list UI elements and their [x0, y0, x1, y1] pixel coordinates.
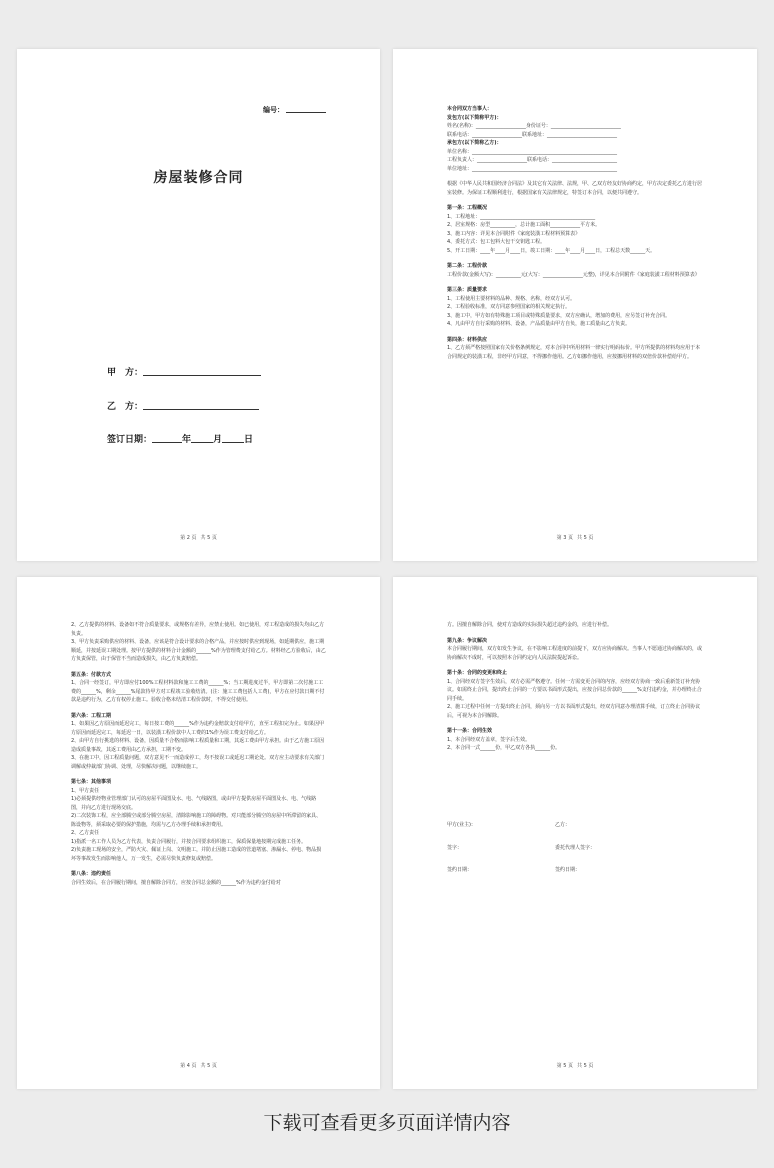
section-heading: 第八条：违约责任 — [71, 871, 112, 877]
sign-row-party — [447, 821, 703, 830]
party-a-field — [107, 365, 261, 378]
month-label: 月 — [213, 435, 223, 445]
page-footer — [393, 534, 757, 541]
contract-number-label: 编号： — [263, 106, 284, 114]
party-b-line — [143, 409, 259, 410]
page-number: 第 5 页 — [556, 1063, 573, 1069]
paragraph: 2)负责施工现场的安全，严防火灾、佩证上岗、文明施工，并防止因施工造成的管道堵塞、渗漏水、停电、物品损坏等事故发生而影响他人，万一发生，必需尽快负责修复或赔偿。 — [71, 847, 322, 862]
page-total: 共 5 页 — [577, 1063, 594, 1069]
paragraph: 1、合同经双方签字生效后，双方必需严格遵守。任何一方需变更合同的内容，应经双方协商一致后重新签订补充协议。如需终止合同，提出终止合同的一方要以书面形式提出，应按合同总价款的______%支付违约金，并办理终止合同手续。 — [447, 678, 702, 702]
paragraph: 1、乙方须严格按照国家有关价格条例规定，对本合同中所用材料一律实行明码标价。甲方所提供的材料均应用于本合同规定的装潢工程，非经甲方同意，不得挪作他用。乙方如挪作他用，应按挪用材料的双倍价款补偿给甲方。 — [447, 345, 701, 360]
section-heading: 第五条：付款方式 — [71, 671, 112, 678]
download-banner[interactable]: 下载可查看更多页面详情内容 — [263, 1112, 511, 1134]
day-line — [222, 442, 244, 443]
paragraph: 3、施工内容：详见本合同附件《家庭装潢工程材料预算表》 — [447, 230, 581, 237]
sign-signature-a: 签字： — [447, 844, 463, 851]
signature-block — [447, 821, 703, 875]
paragraph: 联系电话：____________________联系地址：____________________________ — [447, 131, 618, 138]
sign-party-a: 甲方(业主)： — [447, 822, 476, 828]
page-3-content — [447, 105, 703, 361]
paragraph: 3、施工中，甲方如有特殊施工项目或特殊质量要求，双方应确认，增加的费用，应另签订补充合同。 — [447, 312, 671, 319]
sign-date-b: 签约日期： — [555, 867, 581, 873]
paragraph: 本合同双方当事人： — [447, 106, 493, 112]
paragraph: 5、开工日期：____年____月____日，竣工日期：____年____月____日，工程总天数______天。 — [447, 247, 656, 254]
sign-party-b: 乙方： — [555, 822, 571, 828]
contract-number-line — [286, 112, 326, 113]
paragraph: 1)必须提供经物业管理部门认可的房屋平面图及水、电、气线路图，或由甲方提供房屋平面图及水、电、气线路图，并向乙方进行现场交底。 — [71, 796, 317, 811]
paragraph: 2)二次装饰工程，应全部腾空或部分腾空房屋，清除影响施工的障碍物。对只能部分腾空的房屋中所滞留的家具、陈设物等，须采取必要的保护措施，均需与乙方办理手续和承担费用。 — [71, 813, 322, 828]
page-number: 第 2 页 — [180, 535, 197, 541]
paragraph: 承包方(以下简称乙方)： — [447, 140, 502, 146]
section-heading: 第三条：质量要求 — [447, 287, 488, 293]
page-total: 共 5 页 — [200, 1063, 217, 1069]
page-5-content — [447, 621, 703, 753]
party-b-field — [107, 399, 259, 412]
year-label: 年 — [182, 435, 192, 445]
section-heading: 第六条：工程工期 — [71, 712, 112, 719]
sign-date-a: 签约日期： — [447, 867, 473, 873]
paragraph: 单位地址：__________________________________________________________ — [447, 165, 618, 172]
sign-row-signature — [447, 844, 703, 853]
page-4 — [17, 577, 380, 1089]
paragraph: 1、如果因乙方原因而延迟完工，每日按工费的______%作为违约金赔款支付给甲方，直至工程扣完为止。如果因甲方原因而延迟完工，每延迟一日，以装潢工程价款中人工费的1%作为误工费支付给乙方。 — [71, 721, 324, 736]
page-number: 第 3 页 — [556, 535, 573, 541]
paragraph: 3、在施工中，因工程质量问题，双方意见不一而造成停工，均不按误工或延迟工期论处。双方应主动要求有关部门调解或仲裁部门协调、处理，尽快解决问题，以继续施工。 — [71, 755, 325, 770]
paragraph: 本合同履行期间，双方如发生争议，在不影响工程进度的前提下，双方应协商解决。当事人不愿通过协商解决的，或协商解决不成时，可以按照本合同约定向人民法院提起诉讼。 — [447, 646, 703, 661]
page-total: 共 5 页 — [200, 535, 217, 541]
paragraph: 单位名称：__________________________________________________________ — [447, 148, 618, 155]
section-heading: 第九条：争议解决 — [447, 637, 488, 644]
section-heading: 第七条：其他事项 — [71, 779, 112, 785]
page-footer — [17, 1062, 380, 1069]
page-3 — [393, 49, 757, 561]
party-a-label: 甲 方： — [107, 368, 144, 378]
paragraph: 方。因擅自解除合同，使对方造成的实际损失超过违约金的，应进行补偿。 — [447, 622, 613, 628]
paragraph: 1、工程使用主要材料的品种、规格、名称，经双方认可。 — [447, 295, 576, 302]
paragraph: 1)指派一名工作人员为乙方代表，负责合同履行，并按合同要求组织施工，保质保量地按期完成施工任务。 — [71, 838, 307, 845]
page-cover — [17, 49, 380, 561]
section-heading: 第十条：合同的变更和终止 — [447, 670, 508, 676]
paragraph: 2、本合同一式______份，甲乙双方各执______份。 — [447, 745, 561, 751]
sign-row-date — [447, 866, 703, 875]
page-4-content — [71, 621, 326, 887]
section-heading: 第四条：材料供应 — [447, 336, 488, 343]
paragraph: 4、委托方式：包工包料大包干交钥匙工程。 — [447, 239, 546, 245]
page-footer — [17, 534, 380, 541]
day-label: 日 — [244, 435, 254, 445]
sign-date-field — [107, 432, 253, 445]
section-heading: 第二条：工程价款 — [447, 263, 488, 269]
paragraph: 1、本合同经双方盖章，签字后生效。 — [447, 736, 531, 743]
paragraph: 合同生效后，在合同履行期间，擅自解除合同方，应按合同总金额的______%作为违约金付给对 — [71, 879, 281, 886]
cover-title: 房屋装修合同 — [153, 170, 244, 186]
page-footer — [393, 1062, 757, 1069]
sign-signature-b: 委托代理人签字： — [555, 844, 596, 851]
paragraph: 3、甲方负责采购供应的材料、设备，应该是符合设计要求的合格产品，并应按时供应到现场，如延期供应，施工期顺延，并按延误工期处理。按甲方提供的材料合计金额的______%作为管理费支付给乙方。材料经乙方验收后，由乙方负责保管，由于保管不当而造成损失，由乙方负责赔偿。 — [71, 639, 326, 662]
paragraph: 姓名(名称)：____________________身份证号：____________________________ — [447, 123, 621, 129]
paragraph: 1、工程地址：______________________________________________ — [447, 213, 596, 220]
paragraph: 2、乙方提供的材料、设备如不符合质量要求，或规格有差异，应禁止使用。如已使用，对工程造成的损失均由乙方负责。 — [71, 622, 325, 637]
paragraph: 根据《中华人民共和国经济合同法》及其它有关法律、法规，甲、乙双方经友好协商约定，甲方决定委托乙方进行居室装修。为保证工程顺利进行，根据国家有关法律规定，特签订本合同，以便共同遵守。 — [447, 181, 703, 196]
page-5 — [393, 577, 757, 1089]
paragraph: 2、施工过程中任何一方提出终止合同，须向另一方以书面形式提出，经双方同意办理清算手续，订立终止合同协议后，可视为本合同解除。 — [447, 704, 701, 719]
party-b-label: 乙 方： — [107, 402, 144, 412]
paragraph: 2、居室规格：房型__________，总计施工面积____________平方米。 — [447, 222, 601, 228]
paragraph: 2、工程验收标准，双方同意参照国家的相关规定执行。 — [447, 304, 571, 310]
paragraph: 1、合同一经签订，甲方即应付100%工程材料款和施工工费的______%；当工期进度过半，甲方即第二次付施工工费的______%，剩余______%尾款待甲方对工程竣工验收结清。(注：施工工费包括人工费)，甲方在应付款日期不付款是违约行为，乙方有权停止施工。验收合格未结清工程价款时，不得交付使用。 — [71, 680, 325, 703]
spacer — [447, 173, 703, 180]
year-line — [152, 442, 182, 443]
paragraph: 2、由甲方自行挑选的材料、设备，因质量不合格而影响工程质量和工期，其返工费由甲方承担。由于乙方施工原因造成质量事故，其返工费用由乙方承担，工期不变。 — [71, 738, 325, 753]
month-line — [191, 442, 213, 443]
page-total: 共 5 页 — [577, 535, 594, 541]
paragraph: 2、乙方责任 — [71, 830, 100, 836]
sign-date-label: 签订日期： — [107, 435, 153, 445]
page-number: 第 4 页 — [180, 1063, 197, 1069]
section-heading: 第一条：工程概况 — [447, 205, 488, 211]
paragraph: 工程负责人：____________________联系电话：__________________________ — [447, 157, 618, 163]
section-heading: 第十一条：合同生效 — [447, 728, 493, 734]
paragraph: 工程价款(金额大写)：__________元(大写：________________元整)，详见本合同附件《家庭装潢工程材料预算表》 — [447, 271, 700, 278]
paragraph: 发包方(以下简称甲方)： — [447, 114, 502, 121]
contract-number — [263, 105, 326, 115]
party-a-line — [143, 375, 261, 376]
paragraph: 1、甲方责任 — [71, 787, 100, 794]
paragraph: 4、凡由甲方自行采购的材料、设备，产品质量由甲方自负，施工质量由乙方负责。 — [447, 321, 631, 327]
